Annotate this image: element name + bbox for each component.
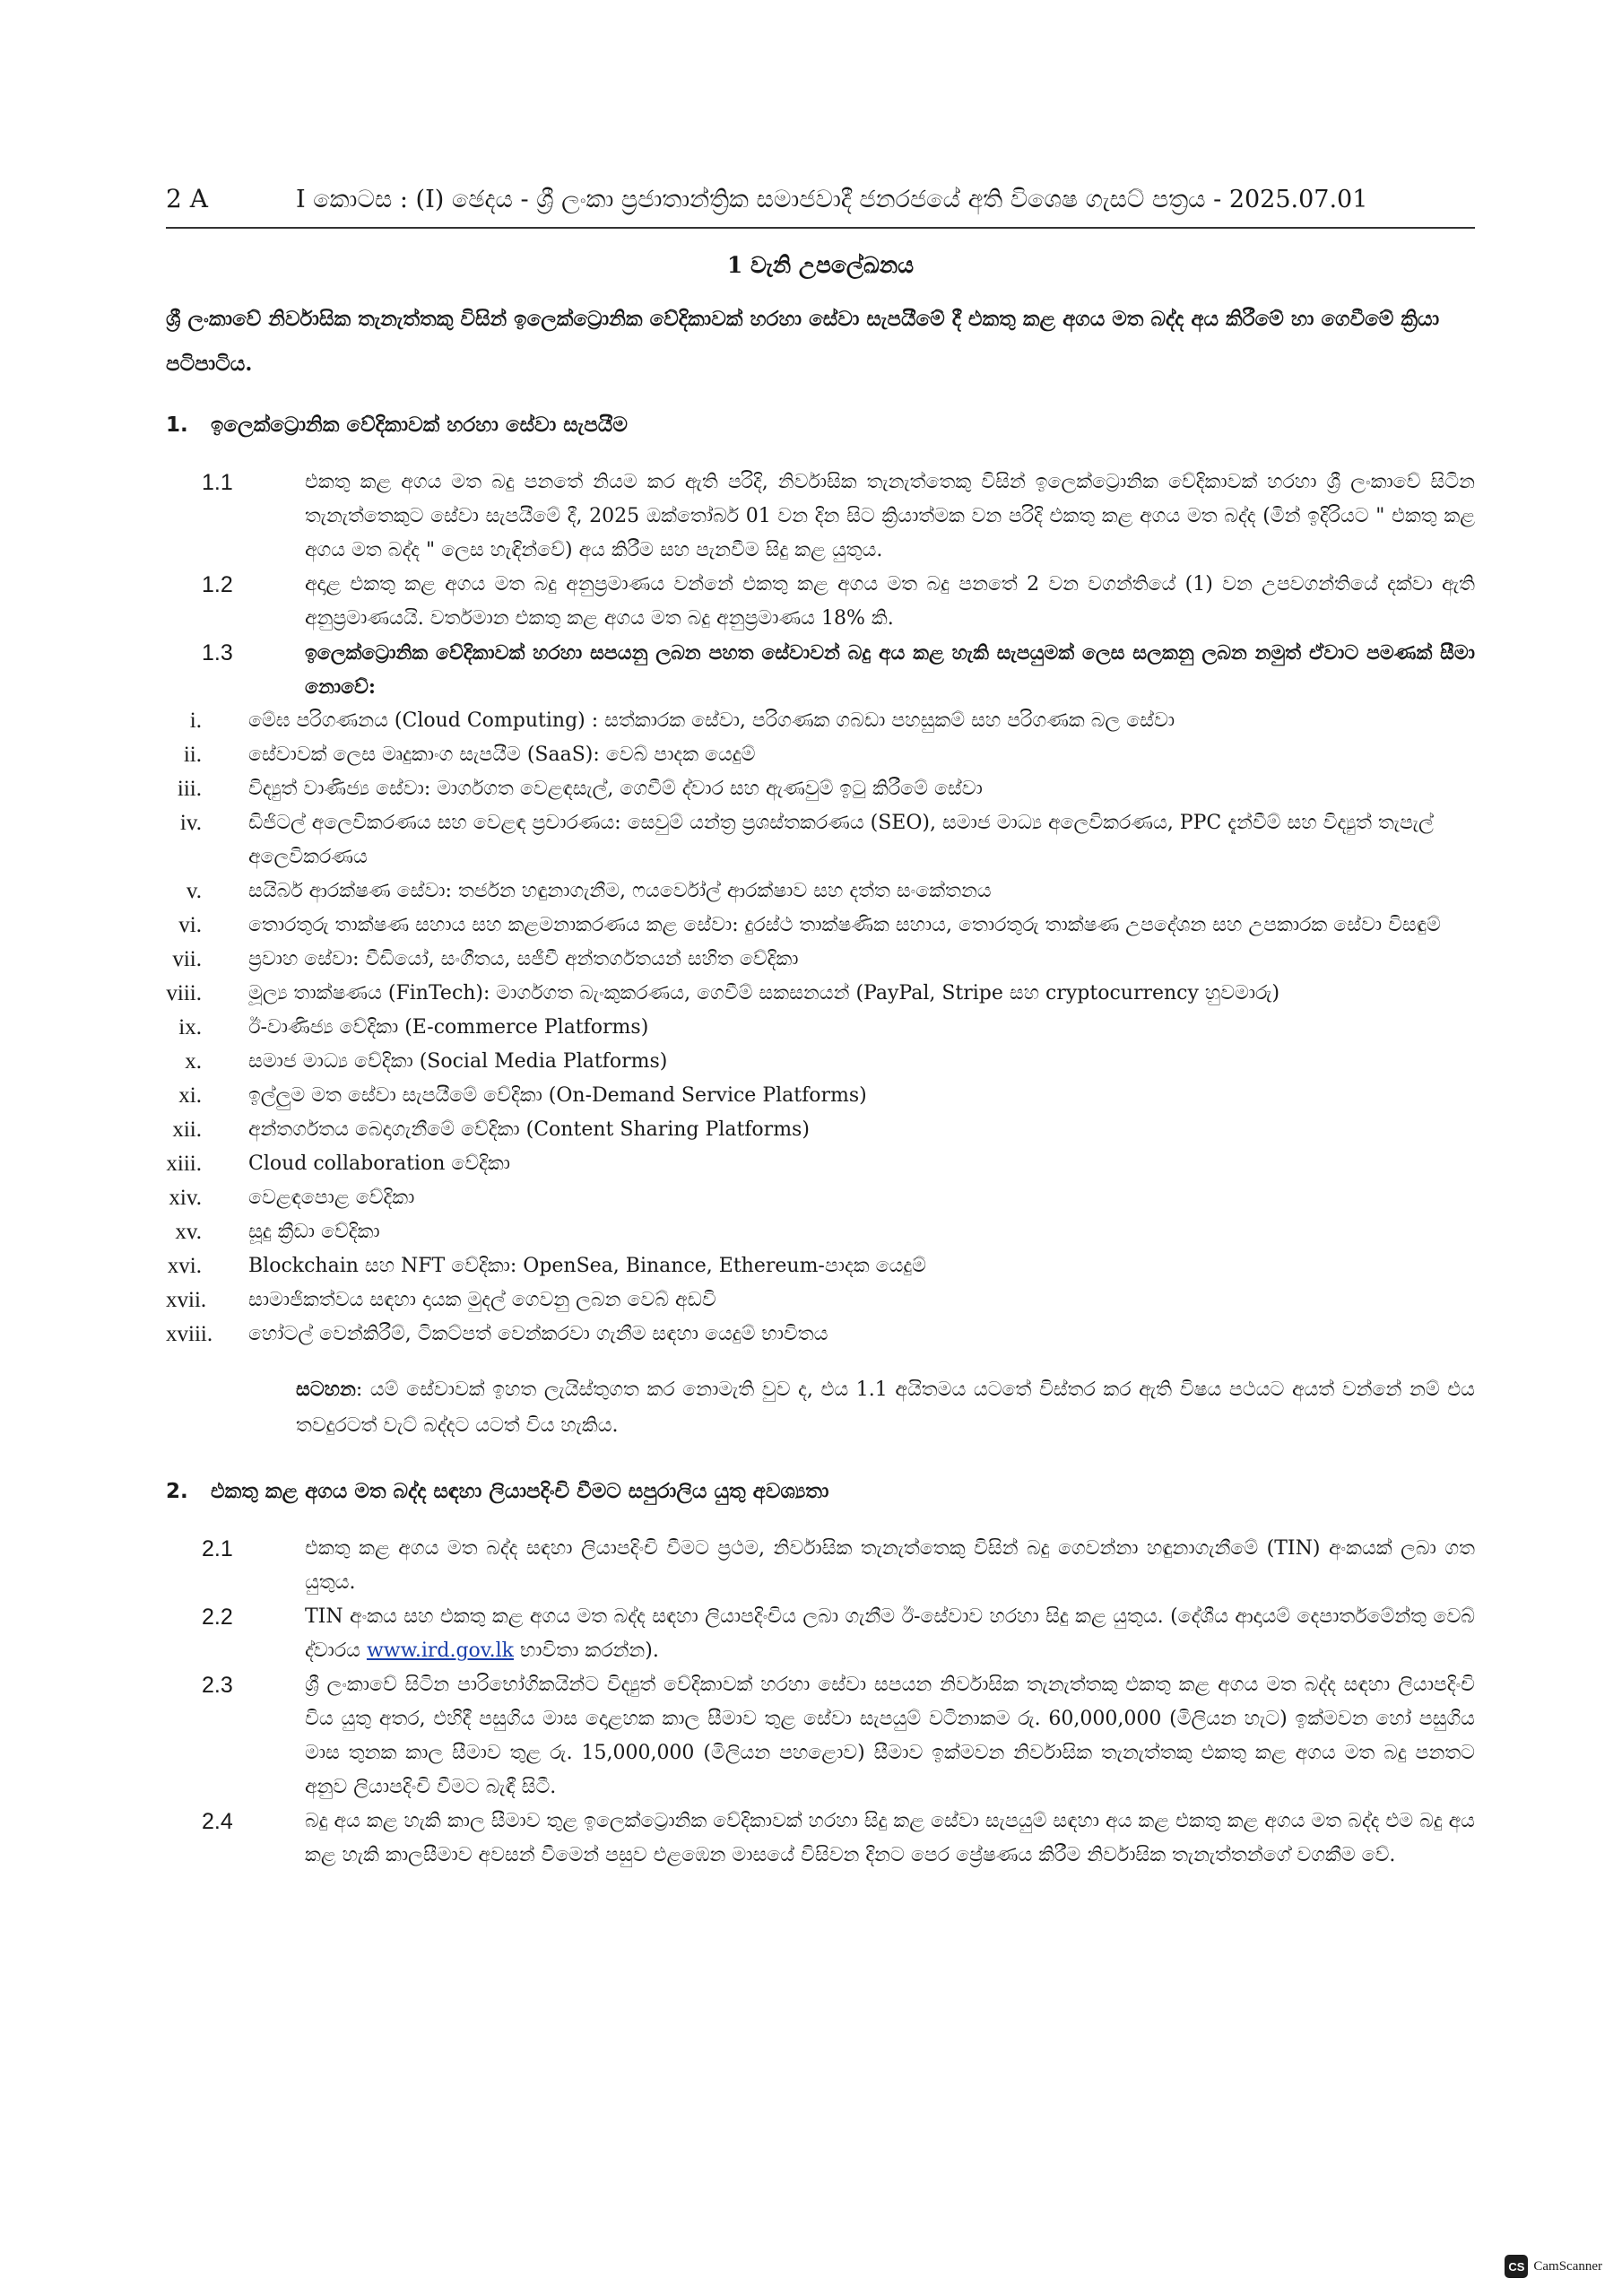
list-item-number: vi. (178, 913, 202, 937)
section-number: 2. (166, 1480, 188, 1503)
note (296, 1371, 1475, 1444)
clause-1-2 (202, 568, 1475, 636)
gazette-page (166, 184, 1475, 1873)
section-title: ඉලෙක්ට්‍රොනික වේදිකාවක් හරහා සේවා සැපයීම (211, 413, 628, 437)
ird-website-link[interactable]: www.ird.gov.lk (366, 1639, 514, 1662)
list-item-text: සාමාජිකත්වය සඳහා දායක මුදල් ගෙවනු ලබන වෙබ් අඩවි (248, 1289, 716, 1311)
list-item-text: ඩිජිටල් අලෙවිකරණය සහ වෙළඳ ප්‍රචාරණය: සෙවුම් යන්ත්‍ර ප්‍රශස්තකරණය (SEO), සමාජ මාධ්‍ය අලෙවිකරණය, PPC දැන්වීම් සහ විද්‍යුත් තැපැල් අලෙවිකරණය (248, 812, 1434, 868)
clause-text (305, 1600, 1475, 1668)
clause-text: ශ්‍රී ලංකාවේ සිටින පාරිභෝගිකයින්ට විද්‍යුත් වේදිකාවක් හරහා සේවා සපයන නිර්වාසික තැනැත්තකු එකතු කළ අගය මත බද්ද සඳහා ලියාපදිංචි විය යුතු අතර, එහිදී පසුගිය මාස දොළහක කාල සීමාව තුළ සේවා සැපයුම් වටිනාකම රු. 60,000,000 (මිලියන හැට) ඉක්මවන හෝ පසුගිය මාස තුනක කාල සීමාව තුළ රු. 15,000,000 (මිලියන පහළොව) සීමාව ඉක්මවන නිර්වාසික තැනැත්තකු එකතු කළ අගය මත බදු පනතට අනුව ලියාපදිංචි වීමට බැඳී සිටී. (305, 1674, 1475, 1798)
list-item-number: xi. (178, 1083, 202, 1108)
service-list-item (166, 704, 1475, 738)
clause-text: ඉලෙක්ට්‍රොනික වේදිකාවක් හරහා සපයනු ලබන පහත සේවාවන් බදු අය කළ හැකි සැපයුමක් ලෙස සලකනු ලබන නමුත් ඒවාට පමණක් සීමා නොවේ: (305, 641, 1475, 699)
list-item-text: Blockchain සහ NFT වේදිකා: OpenSea, Binance, Ethereum-පාදක යෙදුම් (248, 1255, 927, 1277)
section-2-heading (166, 1471, 1475, 1512)
service-list (166, 704, 1475, 1352)
clause-text-after: භාවිතා කරන්න). (513, 1639, 659, 1662)
clause-2-3 (202, 1668, 1475, 1805)
service-list-item (166, 1283, 1475, 1318)
list-item-number: xvi. (167, 1254, 202, 1278)
service-list-item (166, 874, 1475, 909)
clause-number: 2.2 (202, 1605, 233, 1630)
camscanner-logo-icon: CS (1505, 2255, 1528, 2278)
list-item-text: තොරතුරු තාක්ෂණ සහාය සහ කළමනාකරණය කළ සේවා: දුරස්ථ තාක්ෂණික සහාය, තොරතුරු තාක්ෂණ උපදේශන සහ උපකාරක සේවා විසඳුම් (248, 914, 1441, 936)
service-list-item (166, 909, 1475, 943)
list-item-number: xiii. (166, 1152, 202, 1176)
list-item-number: vii. (172, 947, 202, 971)
list-item-number: viii. (166, 981, 202, 1005)
list-item-number: iii. (177, 777, 202, 801)
service-list-item (166, 943, 1475, 977)
clause-text-before: TIN අංකය සහ එකතු කළ අගය මත බද්ද සඳහා ලියාපදිංචිය ලබා ගැනීම ඊ-සේවාව හරහා සිදු කළ යුතුය. (දේශීය ආදායම් දෙපාර්තමේන්තු වෙබ් ද්වාරය (305, 1605, 1475, 1662)
list-item-text: Cloud collaboration වේදිකා (248, 1152, 511, 1175)
service-list-item (166, 1011, 1475, 1045)
camscanner-watermark (1505, 2255, 1602, 2278)
camscanner-label: CamScanner (1533, 2258, 1602, 2274)
page-number: 2 A (166, 184, 208, 213)
list-item-text: සයිබර් ආරක්ෂණ සේවා: තර්ජන හඳුනාගැනීම, ෆයර්වෝල් ආරක්ෂාව සහ දත්ත සංකේතනය (248, 880, 992, 902)
list-item-number: iv. (179, 811, 202, 835)
service-list-item (166, 1113, 1475, 1147)
clause-number: 1.1 (202, 470, 233, 495)
clause-number: 2.4 (202, 1809, 233, 1834)
list-item-text: ඉල්ලුම මත සේවා සැපයීමේ වේදිකා (On-Demand Service Platforms) (248, 1084, 867, 1107)
section-title: එකතු කළ අගය මත බද්ද සඳහා ලියාපදිංචි වීමට සපුරාලිය යුතු අවශ්‍යතා (211, 1479, 829, 1503)
list-item-text: ප්‍රවාහ සේවා: වීඩියෝ, සංගීතය, සජීවී අන්තර්ගතයන් සහිත වේදිකා (248, 948, 799, 970)
service-list-item (166, 1079, 1475, 1113)
section-1-heading (166, 404, 1475, 446)
service-list-item (166, 1249, 1475, 1283)
section-number: 1. (166, 413, 188, 437)
clause-number: 1.3 (202, 640, 233, 665)
list-item-number: xv. (175, 1220, 202, 1244)
service-list-item (166, 1045, 1475, 1079)
list-item-number: xviii. (166, 1322, 213, 1346)
page-header (166, 184, 1475, 229)
list-item-text: සූදු ක්‍රීඩා වේදිකා (248, 1221, 380, 1243)
clause-1-1 (202, 465, 1475, 568)
list-item-text: අන්තර්ගතය බෙදාගැනීමේ වේදිකා (Content Sharing Platforms) (248, 1118, 810, 1141)
service-list-item (166, 1215, 1475, 1249)
clause-number: 2.1 (202, 1536, 233, 1561)
list-item-number: i. (189, 709, 202, 733)
service-list-item (166, 772, 1475, 806)
list-item-text: විද්‍යුත් වාණිජ්‍ය සේවා: මාර්ගගත වෙළඳසැල්, ගෙවීම් ද්වාර සහ ඇණවුම් ඉටු කිරීමේ සේවා (248, 778, 983, 800)
note-label: සටහන (296, 1378, 356, 1401)
list-item-number: ii. (183, 743, 202, 767)
list-item-text: හෝටල් වෙන්කිරීම්, ටිකට්පත් වෙන්කරවා ගැනීම සඳහා යෙදුම් භාවිතය (248, 1323, 828, 1345)
list-item-text: වෙළඳපොළ වේදිකා (248, 1187, 415, 1209)
appendix-title: 1 වැනි උපලේඛනය (726, 252, 915, 278)
list-item-text: සේවාවක් ලෙස මෘදුකාංග සැපයීම (SaaS): වෙබ් පාදක යෙදුම් (248, 744, 756, 766)
service-list-item (166, 1318, 1475, 1352)
list-item-number: x. (185, 1049, 202, 1074)
service-list-item (166, 806, 1475, 874)
service-list-item (166, 1147, 1475, 1181)
clause-text: බදු අය කළ හැකි කාල සීමාව තුළ ඉලෙක්ට්‍රොනික වේදිකාවක් හරහා සිදු කළ සේවා සැපයුම් සඳහා අය කළ එකතු කළ අගය මත බද්ද එම බදු අය කළ හැකි කාලසීමාව අවසන් වීමෙන් පසුව එළඹෙන මාසයේ විසිවන දිනට පෙර ප්‍රේෂණය කිරීම නිර්වාසික තැනැත්තන්ගේ වගකීම වේ. (305, 1810, 1475, 1866)
clause-number: 2.3 (202, 1673, 233, 1698)
list-item-text: මේඝ පරිගණනය (Cloud Computing) : සත්කාරක සේවා, පරිගණක ගබඩා පහසුකම් සහ පරිගණක බල සේවා (248, 709, 1175, 732)
service-list-item (166, 1181, 1475, 1215)
header-text: I කොටස : (I) ඡෙදය - ශ්‍රී ලංකා ප්‍රජාතාන්ත්‍රික සමාජවාදී ජනරජයේ අති විශෙෂ ගැසට් පත්‍රය - 2025.07.01 (296, 186, 1368, 213)
list-item-text: සමාජ මාධ්‍ය වේදිකා (Social Media Platforms) (248, 1050, 668, 1073)
clause-2-2 (202, 1600, 1475, 1668)
clause-2-1 (202, 1532, 1475, 1600)
clause-text: එකතු කළ අගය මත බදු පනතේ නියම කර ඇති පරිදි, නිර්වාසික තැනැත්තෙකු විසින් ඉලෙක්ට්‍රොනික වේදිකාවක් හරහා ශ්‍රී ලංකාවේ සිටින තැනැත්තෙකුට සේවා සැපයීමේ දී, 2025 ඔක්තෝබර් 01 වන දින සිට ක්‍රියාත්මක වන පරිදි එකතු කළ අගය මත බද්ද (මින් ඉදිරියට " එකතු කළ අගය මත බද්ද " ලෙස හැඳින්වේ) අය කිරීම සහ පැනවීම සිදු කළ යුතුය. (305, 471, 1475, 561)
clause-number: 1.2 (202, 572, 233, 597)
clause-text: එකතු කළ අගය මත බද්ද සඳහා ලියාපදිංචි වීමට ප්‍රථම, නිර්වාසික තැනැත්තෙකු විසින් බදු ගෙවන්නා හඳුනාගැනීමේ (TIN) අංකයක් ලබා ගත යුතුය. (305, 1537, 1475, 1594)
list-item-number: xvii. (166, 1288, 207, 1312)
list-item-number: v. (186, 879, 202, 903)
main-title: ශ්‍රී ලංකාවේ නිර්වාසික තැනැත්තකු විසින් ඉලෙක්ට්‍රොනික වේදිකාවක් හරහා සේවා සැපයීමේ දී එකතු කළ අගය මත බද්ද අය කිරීමේ හා ගෙවීමේ ක්‍රියා පටිපාටිය. (166, 307, 1440, 376)
service-list-item (166, 738, 1475, 772)
list-item-text: මූල්‍ය තාක්ෂණය (FinTech): මාර්ගගත බැංකුකරණය, ගෙවීම් සකසනයන් (PayPal, Stripe සහ cryptocurrency හුවමාරු) (248, 982, 1280, 1004)
service-list-item (166, 977, 1475, 1011)
list-item-number: xii. (172, 1118, 202, 1142)
clause-1-3 (202, 636, 1475, 704)
note-text: : යම් සේවාවක් ඉහත ලැයිස්තුගත කර නොමැති වුව ද, එය 1.1 අයිතමය යටතේ විස්තර කර ඇති විෂය පථයට අයත් වන්නේ නම් එය තවදුරටත් වැට් බද්දට යටත් විය හැකිය. (296, 1378, 1475, 1437)
list-item-number: xiv. (169, 1186, 202, 1210)
list-item-text: ඊ-වාණිජ්‍ය වේදිකා (E-commerce Platforms) (248, 1016, 649, 1039)
clause-2-4 (202, 1805, 1475, 1873)
list-item-number: ix. (178, 1015, 202, 1039)
clause-text: අදාළ එකතු කළ අගය මත බදු අනුප්‍රමාණය වන්නේ එකතු කළ අගය මත බදු පනතේ 2 වන වගන්තියේ (1) වන උපවගන්තියේ දක්වා ඇති අනුප්‍රමාණයයි. වර්තමාන එකතු කළ අගය මත බදු අනුප්‍රමාණය 18% කි. (305, 573, 1475, 630)
